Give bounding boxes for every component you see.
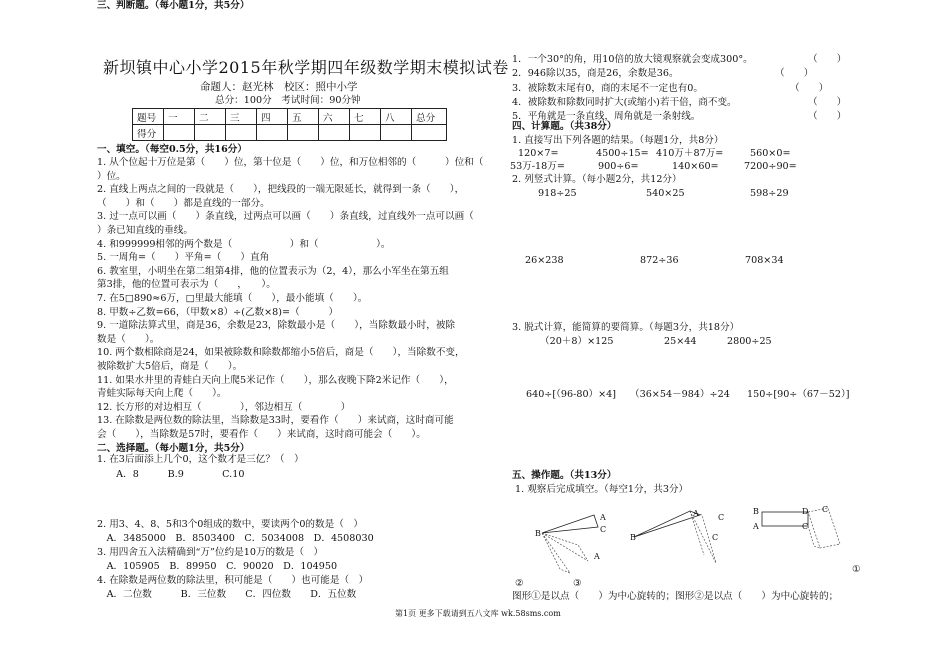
judge-question: 2．946除以35，商是26，余数是36。	[512, 68, 679, 80]
shortcut-item: 2800÷25	[727, 336, 772, 347]
question-line: 12. 长方形的对边相互（ ），邻边相互（ ）	[97, 401, 351, 413]
oral-item: 7200÷90=	[744, 161, 797, 172]
rotation-figure-1	[530, 505, 630, 585]
score-header-cell: 八	[381, 109, 412, 125]
fig2-label-a: A	[693, 509, 699, 518]
question-line: 11. 如果水井里的青蛙白天向上爬5米记作（ ），那么夜晚下降2米记作（ ），	[97, 374, 454, 386]
oral-item: 410万＋87万=	[656, 148, 724, 159]
section-heading: 一、填空。（每空0.5分，共16分）	[97, 144, 247, 155]
rotation-figure-3	[748, 500, 848, 560]
question-line: 8. 甲数÷乙数=66，（甲数×8）÷(乙数×8)=（ ）	[97, 306, 339, 318]
question-line: 2. 用3、4、8、5和3个0组成的数中，要读两个0的数是（ ）	[97, 519, 363, 530]
fig3-label-d: D	[802, 507, 809, 516]
question-line: A．二位数 B．三位数 C．四位数 D．五位数	[97, 589, 357, 600]
score-header-cell: 三	[226, 109, 257, 125]
vertical-item: 872÷36	[640, 255, 679, 266]
score-label-cell: 得分	[133, 125, 164, 141]
paper-title: 新坝镇中心小学2015年秋学期四年级数学期末模拟试卷	[103, 58, 509, 77]
score-header-row	[133, 109, 447, 125]
section-heading: 二、选择题。（每小题1分，共5分）	[97, 442, 250, 454]
shortcut-item: 25×44	[664, 336, 697, 347]
question-line: 1. 从个位起十万位是第（ ）位，第十位是（ ）位，和万位相邻的（ ）位和（	[97, 157, 513, 168]
fig2-label-c: C	[718, 513, 725, 522]
page-footer: 第1页 更多下载请到五八文库 wk.58sms.com	[395, 609, 561, 618]
circled-3: ③	[573, 578, 582, 589]
vertical-item: 708×34	[745, 255, 784, 266]
fig3-label-b: B	[753, 507, 759, 516]
question-line: （ ）和（ ）都是直线的一部分。	[97, 197, 270, 209]
question-line: A．3485000 B．8503400 C．5034008 D．4508030	[97, 533, 374, 544]
question-line: 会（ ），当除数是57时，要看作（ ）来试商，这时商可能会（ ）。	[97, 429, 426, 440]
question-line: 6. 教室里，小明坐在第二组第4排，他的位置表示为（2，4），那么小军坐在第五组	[97, 265, 449, 277]
vertical-item: 598÷29	[750, 188, 789, 199]
judge-question: 4．被除数和除数同时扩大(或缩小)若干倍，商不变。	[512, 96, 737, 108]
rotation-figure-2	[630, 505, 730, 585]
judge-answer-paren: （ ）	[790, 82, 829, 94]
question-line: 13. 在除数是两位数的除法里，当除数是33时，要看作（ ）来试商，这时商可能	[97, 415, 454, 427]
score-value-cell[interactable]	[319, 125, 350, 141]
shortcut-item: 150÷[90÷（67－52）]	[747, 389, 850, 400]
oral-item: 120×7=	[518, 148, 559, 159]
shortcut-item: （20＋8）×125	[540, 336, 614, 347]
vertical-item: 918÷25	[538, 188, 577, 199]
question-line: 3. 过一点可以画（ ）条直线，过两点可以画（ ）条直线，过直线外一点可以画（	[97, 211, 493, 223]
author-line: 命题人：赵光林 校区：照中小学	[200, 81, 358, 93]
question-line: 数是（ ）。	[97, 333, 160, 345]
oral-item: 4500÷15=	[596, 148, 649, 159]
judge-question: 1．一个30°的角，用10倍的放大镜观察就会变成300°。	[512, 54, 753, 65]
fig2-label-b: B	[630, 533, 636, 542]
judge-answer-paren: （ ）	[808, 54, 847, 65]
score-value-row	[133, 125, 447, 141]
judge-question: 5．平角就是一条直线，周角就是一条射线。	[512, 111, 701, 123]
score-value-cell[interactable]	[381, 125, 412, 141]
circled-1: ①	[852, 564, 861, 575]
question-line: 4. 和999999相邻的两个数是（ ）和（ ）。	[97, 238, 391, 250]
oral-item: 560×0=	[750, 148, 791, 159]
score-header-cell: 七	[350, 109, 381, 125]
section-heading: 四、计算题。（共38分）	[512, 121, 617, 132]
total-line: 总分：100分 考试时间：90分钟	[215, 95, 361, 106]
question-line: 4. 在除数是两位数的除法里，积可能是（ ）也可能是（ ）	[97, 575, 369, 586]
oral-item: 53万-18万=	[510, 161, 565, 172]
question-line: ）条已知直线的垂线。	[97, 225, 193, 236]
section-heading: 三、判断题。（每小题1分，共5分）	[97, 0, 250, 11]
vertical-item: 540×25	[646, 188, 685, 199]
question-line: 5. 一周角=（ ）平角=（ ）直角	[97, 252, 270, 264]
question-line: 3. 用四舍五入法精确到“万”位约是10万的数是（ ）	[97, 547, 324, 558]
score-value-cell[interactable]	[164, 125, 195, 141]
judge-answer-paren: （ ）	[808, 96, 847, 108]
fig1-label-c: C	[600, 525, 607, 534]
question-line: 青蛙实际每天向上爬（ ）。	[97, 388, 227, 400]
oral-item: 900÷6=	[598, 161, 639, 172]
shortcut-item: （36×54－984）÷24	[630, 389, 730, 400]
score-value-cell[interactable]	[257, 125, 288, 141]
question-line: ）位。	[97, 170, 126, 182]
operation-heading: 五、操作题。（共13分）	[512, 470, 617, 481]
vertical-title: 2. 列竖式计算。（每小题2分，共12分）	[512, 174, 682, 185]
question-line: A．105905 B．89950 C．90020 D．104950	[97, 561, 338, 572]
score-value-cell[interactable]	[195, 125, 226, 141]
score-value-cell[interactable]	[226, 125, 257, 141]
score-header-cell: 一	[164, 109, 195, 125]
fig1-label-a: A	[600, 513, 606, 522]
question-line: 被除数扩大5倍后，商是（ ）。	[97, 361, 243, 372]
question-line: 9. 一道除法算式里，商是36，余数是23，除数最小是（ ），当除数最小时，被除	[97, 320, 456, 332]
question-line: 2. 直线上两点之间的一段就是（ ），把线段的一端无限延长，就得到一条（ ），	[97, 184, 465, 196]
score-table	[132, 108, 447, 141]
fig1-label-b: B	[535, 529, 541, 538]
judge-question: 3．被除数末尾有0，商的末尾不一定也有0。	[512, 82, 703, 94]
score-value-cell[interactable]	[412, 125, 447, 141]
score-value-cell[interactable]	[350, 125, 381, 141]
score-header-cell: 四	[257, 109, 288, 125]
question-line: 第3排，他的位置可表示为（ ， ）。	[97, 279, 276, 291]
oral-title: 1. 直接写出下列各题的结果。（每题1分，共8分）	[512, 135, 724, 146]
score-value-cell[interactable]	[288, 125, 319, 141]
score-header-cell: 六	[319, 109, 350, 125]
question-line: 10. 两个数相除商是24，如果被除数和除数都缩小5倍后，商是（ ），当除数不变，	[97, 347, 465, 359]
operation-fill-line: 图形①是以点（ ）为中心旋转的；图形②是以点（ ）为中心旋转的；	[512, 591, 839, 602]
fig2-label-c2: C	[712, 533, 719, 542]
shortcut-title: 3. 脱式计算，能简算的要简算。（每题3分，共18分）	[512, 322, 740, 333]
circled-2: ②	[515, 578, 524, 589]
score-header-cell: 二	[195, 109, 226, 125]
question-line: A．8 B.9 C.10	[97, 469, 245, 480]
shortcut-item: 640÷[（96-80）×4]	[526, 389, 617, 400]
fig1-label-a2: A	[594, 552, 600, 561]
score-header-cell: 总分	[412, 109, 447, 125]
vertical-item: 26×238	[525, 255, 564, 266]
fig3-label-c2: C	[822, 505, 829, 514]
fig3-label-a: A	[753, 522, 759, 531]
judge-answer-paren: （ ）	[775, 68, 814, 80]
question-line: 1. 在3后面添上几个0，这个数才是三亿？（ ）	[97, 454, 304, 465]
fig3-label-c: C	[802, 522, 809, 531]
oral-item: 140×60=	[672, 161, 719, 172]
question-line: 7. 在5□890≈6万，□里最大能填（ ），最小能填（ ）。	[97, 293, 368, 304]
operation-q1: 1. 观察后完成填空。（每空1分，共3分）	[515, 484, 689, 495]
score-header-cell: 五	[288, 109, 319, 125]
score-header-cell: 题号	[133, 109, 164, 125]
judge-answer-paren: （ ）	[808, 111, 847, 123]
